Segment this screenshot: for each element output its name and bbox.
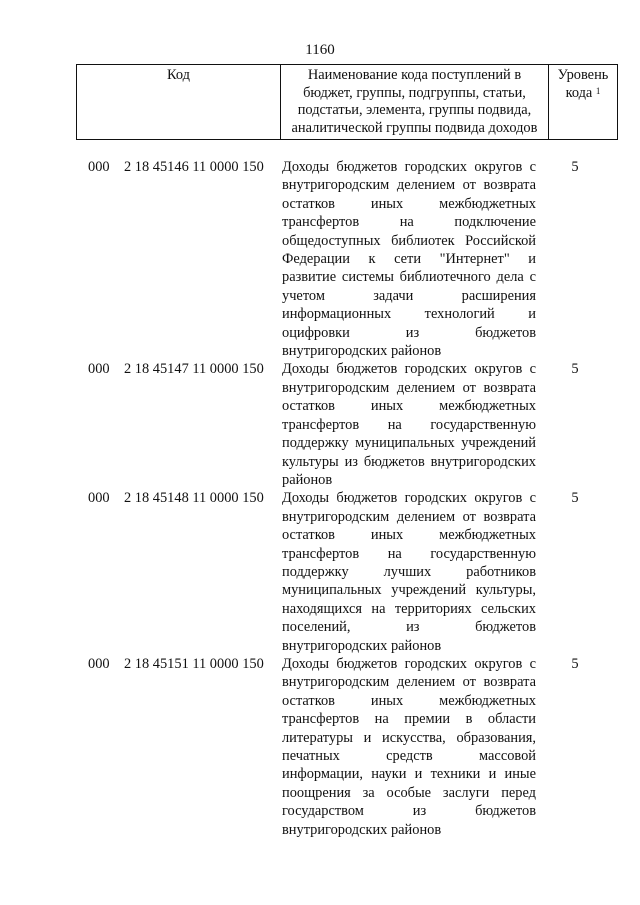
admin-code: 000 <box>88 490 110 507</box>
code-entry-row <box>0 158 640 360</box>
revenue-name-line: поддержку лучших работников <box>282 563 536 580</box>
revenue-code: 2 18 45146 11 0000 150 <box>124 159 264 175</box>
revenue-name-line: трансфертов на премии в области <box>282 711 536 728</box>
revenue-name-line: муниципальных учреждений культуры, <box>282 582 536 599</box>
revenue-name <box>282 360 536 489</box>
code-entry-row <box>0 360 640 489</box>
header-level <box>549 65 618 140</box>
revenue-name-line: внутригородских районов <box>282 821 442 838</box>
revenue-name-line: внутригородским делением от возврата <box>282 674 536 691</box>
revenue-name-line: находящихся на территориях сельских <box>282 600 536 617</box>
code-level: 5 <box>571 655 579 672</box>
header-name-line: Наименование кода поступлений в <box>307 67 522 83</box>
revenue-name-line: учетом задачи расширения <box>282 287 536 304</box>
revenue-name-line: поддержку муниципальных учреждений <box>282 435 536 452</box>
header-name <box>281 65 549 140</box>
revenue-name-line: развитие системы библиотечного дела с <box>282 269 536 286</box>
revenue-name-line: трансфертов на государственную <box>282 545 536 562</box>
revenue-name-line: литературы и искусства, образования, <box>282 729 536 746</box>
header-name-line: подстатьи, элемента, группы подвида, <box>297 102 532 119</box>
revenue-name-line: остатков иных межбюджетных <box>282 398 536 415</box>
header-name-line: бюджет, группы, подгруппы, статьи, <box>303 84 526 101</box>
revenue-name-line: Доходы бюджетов городских округов с <box>282 159 536 175</box>
revenue-name <box>282 489 536 655</box>
admin-code: 000 <box>88 655 110 672</box>
header-code: Код <box>77 65 281 140</box>
admin-code: 000 <box>88 159 110 175</box>
revenue-name-line: культуры из бюджетов внутригородских <box>282 453 536 470</box>
revenue-name-line: печатных средств массовой <box>282 748 536 764</box>
revenue-name-line: государством из бюджетов <box>282 803 536 820</box>
header-level-line <box>551 85 615 103</box>
code-entry-row <box>0 655 640 839</box>
revenue-name-line: внутригородских районов <box>282 637 442 654</box>
code-level: 5 <box>571 361 579 378</box>
revenue-name-line: остатков иных межбюджетных <box>282 527 536 544</box>
revenue-name-line: информационных технологий и <box>282 306 536 323</box>
footnote-marker: 1 <box>595 85 601 96</box>
revenue-name <box>282 655 536 839</box>
revenue-name-line: остатков иных межбюджетных <box>282 195 536 212</box>
revenue-name-line: общедоступных библиотек Российской <box>282 232 536 249</box>
revenue-code: 2 18 45148 11 0000 150 <box>124 490 264 507</box>
code-entry-row <box>0 489 640 655</box>
code-entries <box>0 158 640 839</box>
revenue-name-line: Доходы бюджетов городских округов с <box>282 490 536 507</box>
revenue-name-line: внутригородским делением от возврата <box>282 177 536 194</box>
revenue-name-line: внутригородским делением от возврата <box>282 508 536 525</box>
revenue-code: 2 18 45147 11 0000 150 <box>124 361 264 378</box>
revenue-name <box>282 158 536 360</box>
revenue-name-line: поощрения за особые заслуги перед <box>282 784 536 801</box>
revenue-code: 2 18 45151 11 0000 150 <box>124 655 264 672</box>
table-header <box>76 64 618 140</box>
revenue-name-line: внутригородским делением от возврата <box>282 379 536 396</box>
header-level-line: Уровень <box>557 67 609 83</box>
header-level-word: кода <box>565 84 593 101</box>
admin-code: 000 <box>88 361 110 378</box>
revenue-name-line: трансфертов на подключение <box>282 214 536 231</box>
revenue-name-line: Доходы бюджетов городских округов с <box>282 655 536 672</box>
revenue-name-line: Федерации к сети "Интернет" и <box>282 251 536 268</box>
revenue-name-line: трансфертов на государственную <box>282 416 536 433</box>
revenue-name-line: внутригородских районов <box>282 343 442 360</box>
code-level: 5 <box>571 490 579 507</box>
header-name-line: аналитической группы подвида доходов <box>291 119 538 136</box>
revenue-name-line: остатков иных межбюджетных <box>282 692 536 709</box>
revenue-name-line: информации, науки и техники и иные <box>282 766 536 783</box>
revenue-name-line: Доходы бюджетов городских округов с <box>282 361 536 378</box>
revenue-name-line: районов <box>282 471 333 488</box>
revenue-name-line: поселений, из бюджетов <box>282 619 536 636</box>
revenue-name-line: оцифровки из бюджетов <box>282 324 536 341</box>
page-number: 1160 <box>305 42 335 58</box>
code-level: 5 <box>571 159 579 175</box>
